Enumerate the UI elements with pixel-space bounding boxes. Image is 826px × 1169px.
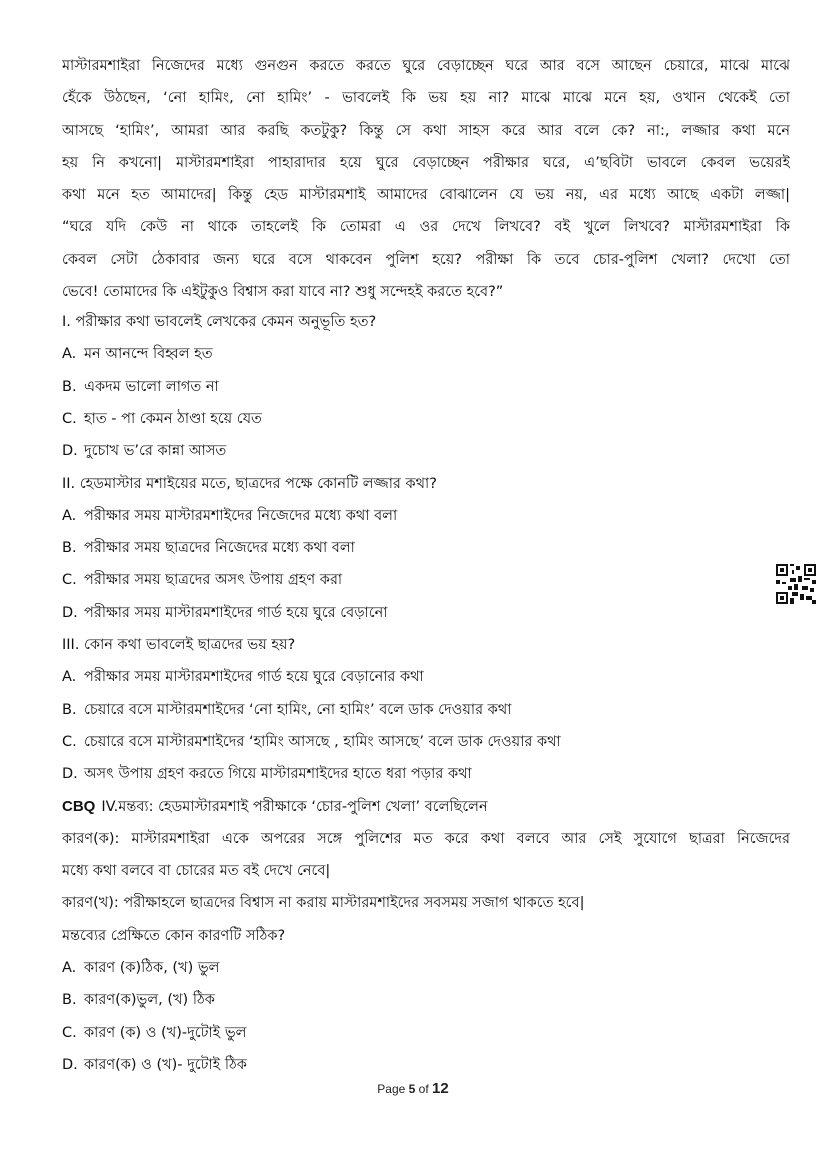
passage-line: হয় নি কখনো| মাস্টারমশাইরা পাহারাদার হয়ে ঘুরে বেড়াচ্ছেন পরীক্ষার ঘরে, এ’ছবিটা ভাবলে কেবল ভয়েরই — [62, 154, 790, 171]
question-3 — [62, 629, 790, 790]
footer-page-current: 5 — [408, 1082, 416, 1096]
option-letter: B. — [62, 378, 77, 395]
option-letter: C. — [62, 572, 77, 589]
option-text: কারণ (ক) ও (খ)-দুটোই ভুল — [84, 1024, 247, 1041]
passage-line: হেঁকে উঠছেন, ‘নো হামিং, নো হামিং’ - ভাবলেই কি ভয় হয় না? মাঝে মাঝে মনে হয়, ওখান থেকেই তো — [62, 90, 790, 107]
option-text: পরীক্ষার সময় ছাত্রদের অসৎ উপায় গ্রহণ করা — [84, 572, 343, 589]
question-stem: III. কোন কথা ভাবলেই ছাত্রদের ভয় হয়? — [62, 637, 296, 653]
option-letter: B. — [62, 992, 77, 1009]
cbq-reason-k-continued: মধ্যে কথা বলবে বা চোরের মত বই দেখে নেবে| — [62, 863, 331, 880]
option-letter: C. — [62, 1024, 77, 1041]
option-text: হাত - পা কেমন ঠাণ্ডা হয়ে যেত — [84, 410, 262, 427]
option-text: একদম ভালো লাগত না — [84, 378, 219, 395]
page-footer — [0, 1080, 826, 1097]
cbq-statement: IV.মন্তব্য: হেডমাস্টারমশাই পরীক্ষাকে ‘চোর-পুলিশ খেলা’ বলেছিলেন — [101, 798, 488, 815]
option-a[interactable] — [62, 661, 790, 693]
option-b[interactable] — [62, 532, 790, 564]
option-b[interactable] — [62, 371, 790, 403]
cbq-reason-kh: কারণ(খ): পরীক্ষাহলে ছাত্রদের বিশ্বাস না করায় মাস্টারমশাইদের সবসময় সজাগ থাকতে হবে| — [62, 895, 585, 912]
cbq-prompt: মন্তব্যের প্রেক্ষিতে কোন কারণটি সঠিক? — [62, 927, 286, 944]
option-c[interactable] — [62, 564, 790, 596]
footer-of: of — [418, 1082, 429, 1096]
option-text: পরীক্ষার সময় মাস্টারমশাইদের গার্ড হয়ে ঘুরে বেড়ানো — [84, 604, 388, 621]
option-text: পরীক্ষার সময় মাস্টারমশাইদের নিজেদের মধ্যে কথা বলা — [84, 507, 398, 524]
option-letter: A. — [62, 346, 77, 363]
option-text: অসৎ উপায় গ্রহণ করতে গিয়ে মাস্টারমশাইদের হাতে ধরা পড়ার কথা — [84, 766, 472, 783]
option-c[interactable] — [62, 403, 790, 435]
question-2 — [62, 468, 790, 629]
passage-line: কথা মনে হত আমাদের| কিন্তু হেড মাস্টারমশাই আমাদের বোঝালেন যে ভয় নয়, এর মধ্যে আছে একটা লজ্জা| — [62, 187, 790, 204]
cbq-label: CBQ — [62, 797, 96, 815]
option-a[interactable] — [62, 952, 790, 984]
footer-page-total: 12 — [432, 1080, 449, 1097]
option-letter: B. — [62, 701, 77, 718]
option-a[interactable] — [62, 500, 790, 532]
cbq-statement-row — [62, 791, 790, 823]
option-letter: C. — [62, 410, 77, 427]
option-text: চেয়ারে বসে মাস্টারমশাইদের ‘নো হামিং, নো হামিং’ বলে ডাক দেওয়ার কথা — [84, 701, 512, 718]
question-stem: I. পরীক্ষার কথা ভাবলেই লেখকের কেমন অনুভূতি হত? — [62, 314, 377, 330]
option-d[interactable] — [62, 435, 790, 467]
option-letter: A. — [62, 669, 77, 686]
option-text: দুচোখ ভ’রে কান্না আসত — [84, 443, 227, 460]
passage-line: “ঘরে যদি কেউ না থাকে তাহলেই কি তোমরা এ ওর দেখে লিখবে? বই খুলে লিখবে? মাস্টারমশাইরা কি — [62, 219, 790, 236]
cbq-question — [62, 791, 790, 1082]
passage-line: আসছে ‘হামিং’, আমরা আর করছি কতটুকু? কিন্তু সে কথা সাহস করে আর বলে কে? না:, লজ্জার কথা মনে — [62, 122, 790, 139]
option-letter: A. — [62, 507, 77, 524]
option-b[interactable] — [62, 984, 790, 1016]
option-text: পরীক্ষার সময় মাস্টারমশাইদের গার্ড হয়ে ঘুরে বেড়ানোর কথা — [84, 669, 424, 686]
option-letter: D. — [62, 443, 78, 460]
option-letter: A. — [62, 959, 77, 976]
qr-code-icon — [776, 564, 816, 604]
option-text: কারণ(ক) ও (খ)- দুটোই ঠিক — [84, 1056, 247, 1073]
passage-line: কেবল সেটা ঠেকাবার জন্য ঘরে বসে থাকবেন পুলিশ হয়ে? পরীক্ষা কি তবে চোর-পুলিশ খেলা? দেখো তো — [62, 251, 790, 268]
option-letter: B. — [62, 540, 77, 557]
passage-line: ভেবে! তোমাদের কি এইটুকুও বিশ্বাস করা যাবে না? শুধু সন্দেহই করতে হবে?” — [62, 284, 504, 301]
option-letter: D. — [62, 604, 78, 621]
cbq-reason-k: কারণ(ক): মাস্টারমশাইরা একে অপরের সঙ্গে পুলিশের মত করে কথা বলবে আর সেই সুযোগে ছাত্ররা নিজেদের — [62, 830, 790, 847]
option-text: চেয়ারে বসে মাস্টারমশাইদের ‘হামিং আসছে , হামিং আসছে’ বলে ডাক দেওয়ার কথা — [84, 733, 561, 750]
footer-page-label: Page — [377, 1082, 406, 1096]
option-text: কারণ (ক)ঠিক, (খ) ভুল — [84, 959, 220, 976]
option-text: কারণ(ক)ভুল, (খ) ঠিক — [84, 992, 215, 1009]
option-letter: D. — [62, 1056, 78, 1073]
passage-line: মাস্টারমশাইরা নিজেদের মধ্যে গুনগুন করতে করতে ঘুরে বেড়াচ্ছেন ঘরে আর বসে আছেন চেয়ারে, মাঝে মাঝে — [62, 58, 790, 74]
option-d[interactable] — [62, 1049, 790, 1081]
option-text: পরীক্ষার সময় ছাত্রদের নিজেদের মধ্যে কথা বলা — [84, 540, 355, 557]
passage — [62, 50, 790, 308]
option-b[interactable] — [62, 694, 790, 726]
option-d[interactable] — [62, 597, 790, 629]
option-c[interactable] — [62, 1017, 790, 1049]
option-letter: D. — [62, 766, 78, 783]
option-a[interactable] — [62, 338, 790, 370]
question-1 — [62, 306, 790, 467]
option-c[interactable] — [62, 726, 790, 758]
option-text: মন আনন্দে বিহ্বল হত — [84, 346, 213, 363]
question-stem: II. হেডমাস্টার মশাইয়ের মতে, ছাত্রদের পক্ষে কোনটি লজ্জার কথা? — [62, 475, 437, 492]
option-d[interactable] — [62, 758, 790, 790]
option-letter: C. — [62, 733, 77, 750]
